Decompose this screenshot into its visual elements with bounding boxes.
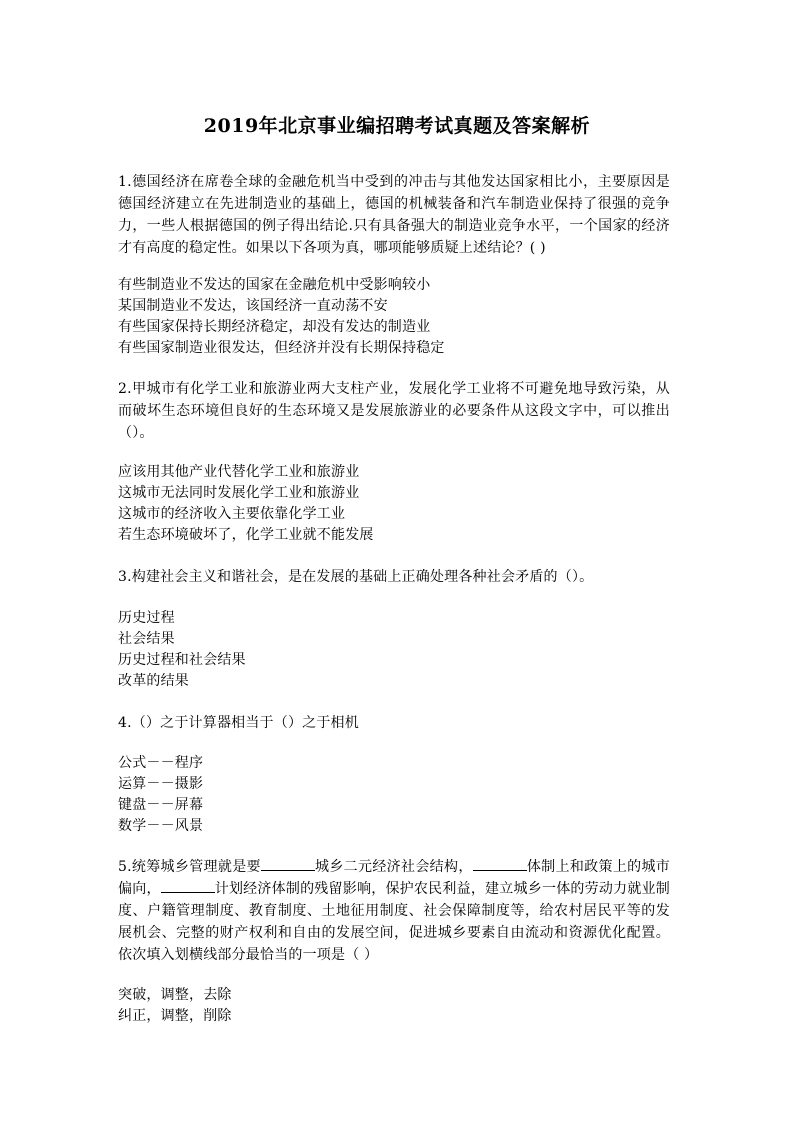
question-4-text: 4.（）之于计算器相当于（）之于相机 bbox=[118, 715, 359, 731]
option: 公式－－程序 bbox=[118, 755, 204, 771]
option: 运算－－摄影 bbox=[118, 776, 204, 792]
option: 应该用其他产业代替化学工业和旅游业 bbox=[118, 464, 360, 480]
question-5-part-1: 5.统筹城乡管理就是要 bbox=[118, 859, 261, 875]
answer-blank-1 bbox=[261, 856, 315, 871]
question-1-options bbox=[118, 275, 678, 359]
option: 这城市的经济收入主要依靠化学工业 bbox=[118, 506, 346, 522]
option: 数学－－风景 bbox=[118, 818, 204, 834]
option: 突破，调整，去除 bbox=[118, 987, 232, 1003]
option: 历史过程和社会结果 bbox=[118, 652, 246, 668]
option: 改革的结果 bbox=[118, 673, 189, 689]
document-title: 2019年北京事业编招聘考试真题及答案解析 bbox=[203, 115, 591, 137]
option: 若生态环境破坏了，化学工业就不能发展 bbox=[118, 527, 374, 543]
question-5-text bbox=[118, 856, 670, 966]
question-2-options bbox=[118, 462, 678, 546]
question-5-part-2: 城乡二元经济社会结构， bbox=[314, 859, 473, 875]
question-5-part-4: 计划经济体制的残留影响，保护农民利益，建立城乡一体的劳动力就业制度、户籍管理制度、教育制度、土地征用制度、社会保障制度等，给农村居民平等的发展机会、完整的财产权利和自由的发展空间，促进城乡要素自由流动和资源优化配置。依次填入划横线部分最恰当的一项是（ ） bbox=[118, 881, 670, 963]
option: 历史过程 bbox=[118, 610, 175, 626]
answer-blank-2 bbox=[473, 856, 527, 871]
question-5-part-3: 体制上和政策上的城市偏向， bbox=[118, 859, 671, 897]
option: 纠正，调整，削除 bbox=[118, 1008, 232, 1024]
option: 社会结果 bbox=[118, 631, 175, 647]
option: 某国制造业不发达，该国经济一直动荡不安 bbox=[118, 298, 388, 314]
question-1-text: 1.德国经济在席卷全球的金融危机当中受到的冲击与其他发达国家相比小，主要原因是德国经济建立在先进制造业的基础上，德国的机械装备和汽车制造业保持了很强的竞争力，一些人根据德国的例子得出结论.只有具备强大的制造业竞争水平，一个国家的经济才有高度的稳定性。如果以下各项为真，哪项能够质疑上述结论？( ) bbox=[118, 174, 670, 256]
option: 有些国家制造业很发达，但经济并没有长期保持稳定 bbox=[118, 340, 445, 356]
question-4-options bbox=[118, 753, 678, 837]
question-2-text: 2.甲城市有化学工业和旅游业两大支柱产业，发展化学工业将不可避免地导致污染，从而破坏生态环境但良好的生态环境又是发展旅游业的必要条件从这段文字中，可以推出（）。 bbox=[118, 381, 670, 441]
option: 有些制造业不发达的国家在金融危机中受影响较小 bbox=[118, 277, 431, 293]
option: 这城市无法同时发展化学工业和旅游业 bbox=[118, 485, 360, 501]
option: 键盘－－屏幕 bbox=[118, 797, 204, 813]
question-5-options bbox=[118, 985, 678, 1027]
question-3-text: 3.构建社会主义和谐社会，是在发展的基础上正确处理各种社会矛盾的（）。 bbox=[118, 569, 594, 585]
question-3-options bbox=[118, 608, 678, 692]
answer-blank-3 bbox=[161, 878, 215, 893]
option: 有些国家保持长期经济稳定，却没有发达的制造业 bbox=[118, 319, 431, 335]
